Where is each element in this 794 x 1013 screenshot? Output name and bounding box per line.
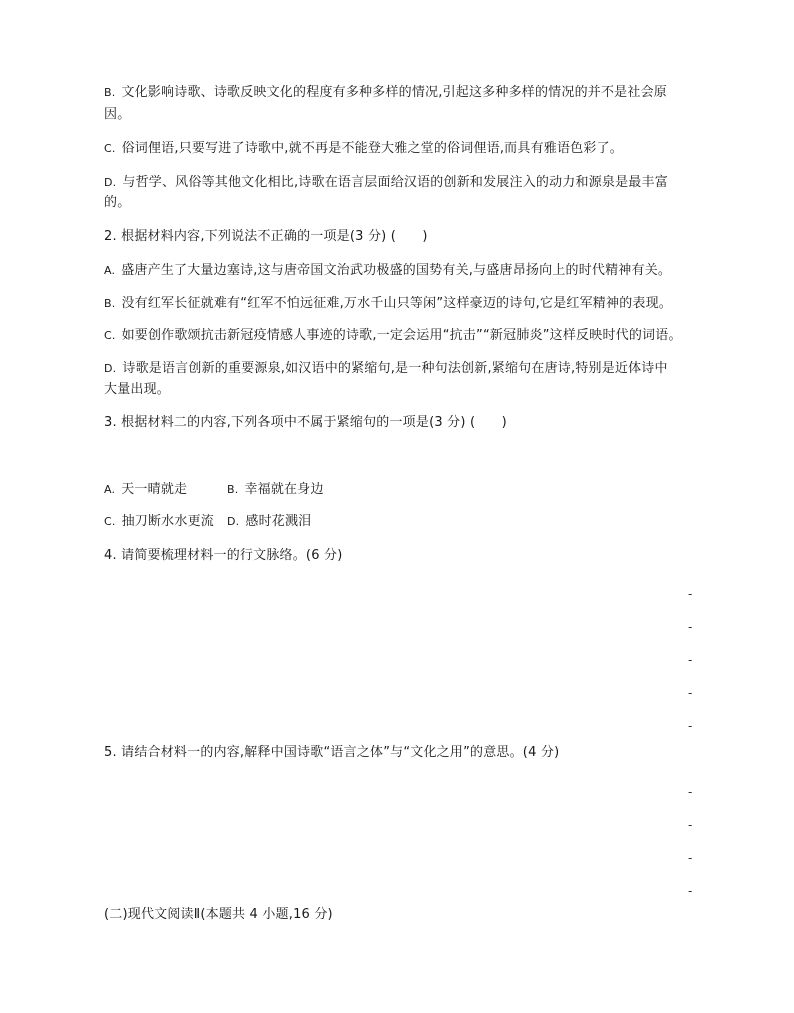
option-text: 感时花溅泪 (245, 514, 312, 529)
option-text: 盛唐产生了大量边塞诗,这与唐帝国文治武功极盛的国势有关,与盛唐昂扬向上的时代精神有关。 (121, 263, 672, 278)
question-5-stem: 5. 请结合材料一的内容,解释中国诗歌“语言之体”与“文化之用”的意思。(4 分) (104, 745, 560, 760)
q3-option-c (104, 513, 214, 531)
option-text: 没有红军长征就难有“红军不怕远征难,万水千山只等闲”这样豪迈的诗句,它是红军精神的表现。 (121, 296, 672, 311)
option-d-line2: 的。 (104, 195, 131, 210)
option-text: 俗词俚语,只要写进了诗歌中,就不再是不能登大雅之堂的俗词俚语,而具有雅语色彩了。 (121, 141, 623, 156)
option-text: 如要创作歌颂抗击新冠疫情感人事迹的诗歌,一定会运用“抗击”“新冠肺炎”这样反映时代的词语。 (121, 328, 682, 343)
option-label: C. (104, 515, 116, 528)
section-heading: (二)现代文阅读Ⅱ(本题共 4 小题,16 分) (104, 907, 333, 922)
q2-option-d-line2: 大量出现。 (104, 382, 171, 397)
answer-line-mark: - (688, 719, 693, 733)
option-text: 天一晴就走 (121, 482, 188, 497)
q3-option-b (227, 481, 324, 499)
q3-option-a (104, 481, 187, 499)
option-text: 抽刀断水水更流 (121, 514, 214, 529)
option-b-line1 (104, 84, 667, 102)
q2-option-b (104, 295, 672, 313)
option-label: B. (104, 297, 116, 310)
option-text: 幸福就在身边 (244, 482, 324, 497)
answer-line-mark: - (688, 620, 693, 634)
option-label: B. (104, 86, 116, 99)
option-label: D. (227, 515, 240, 528)
answer-line-mark: - (688, 653, 693, 667)
answer-line-mark: - (688, 851, 693, 865)
q2-option-a (104, 262, 671, 280)
question-3-stem: 3. 根据材料二的内容,下列各项中不属于紧缩句的一项是(3 分) ( ) (104, 415, 507, 430)
option-text: 诗歌是语言创新的重要源泉,如汉语中的紧缩句,是一种句法创新,紧缩句在唐诗,特别是近体诗中 (122, 361, 668, 376)
option-label: D. (104, 176, 117, 189)
option-c (104, 140, 623, 158)
option-b-line2: 因。 (104, 107, 131, 122)
q2-option-c (104, 327, 682, 345)
option-label: A. (104, 483, 116, 496)
option-d-line1 (104, 174, 668, 192)
q2-option-d-line1 (104, 360, 668, 378)
option-label: B. (227, 483, 239, 496)
question-2-stem: 2. 根据材料内容,下列说法不正确的一项是(3 分) ( ) (104, 229, 428, 244)
option-text: 与哲学、风俗等其他文化相比,诗歌在语言层面给汉语的创新和发展注入的动力和源泉是最丰富 (122, 175, 668, 190)
option-label: D. (104, 362, 117, 375)
answer-line-mark: - (688, 587, 693, 601)
answer-line-mark: - (688, 884, 693, 898)
option-label: C. (104, 329, 116, 342)
answer-line-mark: - (688, 818, 693, 832)
option-text: 文化影响诗歌、诗歌反映文化的程度有多种多样的情况,引起这多种多样的情况的并不是社会原 (121, 85, 667, 100)
option-label: A. (104, 264, 116, 277)
q3-option-d (227, 513, 311, 531)
option-label: C. (104, 142, 116, 155)
answer-line-mark: - (688, 686, 693, 700)
question-4-stem: 4. 请简要梳理材料一的行文脉络。(6 分) (104, 548, 343, 563)
answer-line-mark: - (688, 785, 693, 799)
